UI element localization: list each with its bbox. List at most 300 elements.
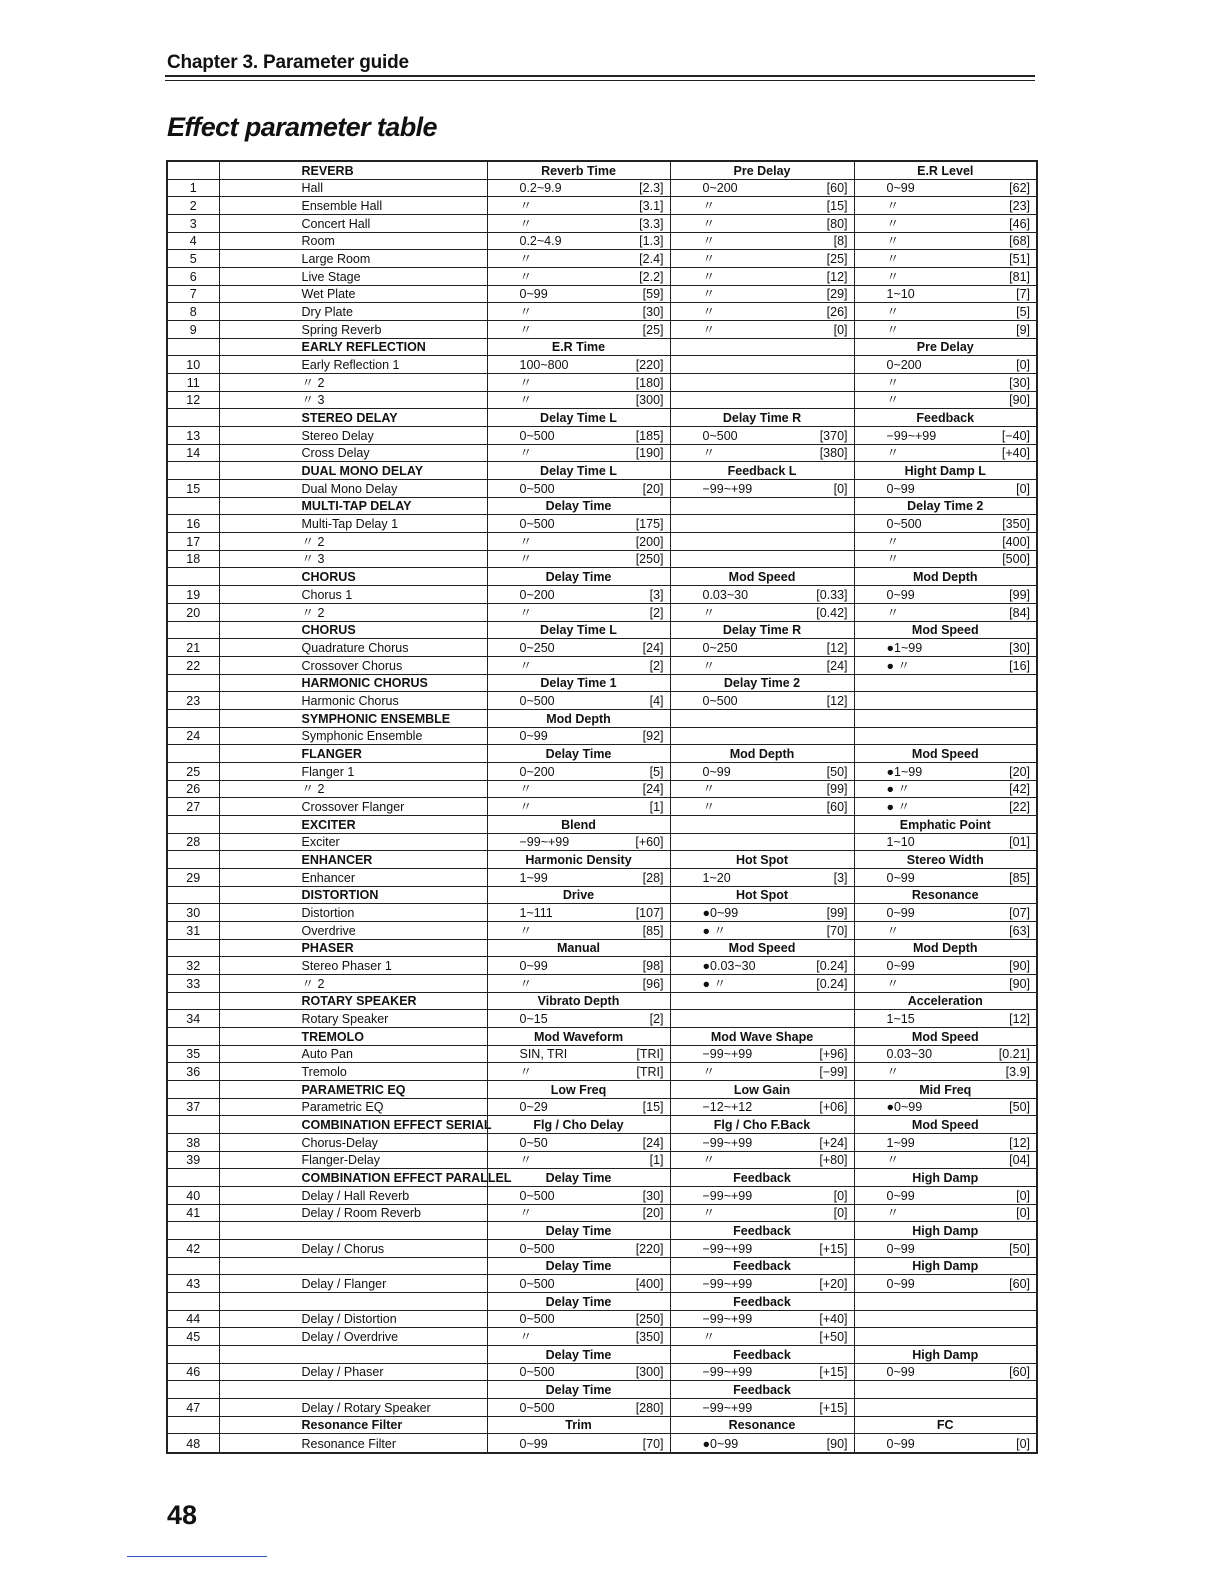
parameter-default: [−99] (819, 1064, 848, 1079)
parameter-default: [0.24] (816, 958, 848, 973)
parameter-column-label: Acceleration (854, 992, 1037, 1010)
parameter-range: 0~99 (886, 481, 915, 496)
parameter-cell (487, 603, 670, 621)
parameter-default: [29] (826, 287, 848, 302)
parameter-range: 〃 (886, 446, 900, 461)
parameter-cell (670, 1328, 854, 1346)
parameter-range: 〃 (886, 269, 900, 284)
parameter-column-label: Hot Spot (670, 851, 854, 869)
header-empty-cell (167, 621, 219, 639)
effect-number: 37 (167, 1098, 219, 1116)
effect-row (167, 603, 1037, 621)
parameter-cell (670, 586, 854, 604)
parameter-column-label: Feedback L (670, 462, 854, 480)
effect-number: 30 (167, 904, 219, 922)
parameter-default: [2] (649, 658, 664, 673)
parameter-range: 〃 (702, 782, 716, 797)
parameter-default: [0] (1016, 358, 1030, 373)
parameter-range: 0~99 (519, 729, 548, 744)
header-empty-cell (167, 674, 219, 692)
effect-name: Crossover Chorus (219, 656, 487, 674)
effect-group-name: PARAMETRIC EQ (219, 1080, 487, 1098)
parameter-cell (854, 974, 1037, 992)
parameter-column-label: High Damp (854, 1257, 1037, 1275)
parameter-range: ●0~99 (886, 1100, 923, 1115)
parameter-column-label (854, 674, 1037, 692)
parameter-range: 〃 (702, 1330, 716, 1345)
parameter-default: [300] (635, 1365, 664, 1380)
effect-name: Flanger 1 (219, 762, 487, 780)
parameter-cell (487, 1434, 670, 1453)
parameter-cell (487, 762, 670, 780)
parameter-default: [50] (826, 764, 848, 779)
parameter-default: [+40] (819, 1312, 848, 1327)
parameter-range: 1~10 (886, 287, 915, 302)
parameter-column-label: Delay Time (487, 1346, 670, 1364)
parameter-default: [60] (826, 181, 848, 196)
parameter-cell (854, 921, 1037, 939)
parameter-cell (854, 1045, 1037, 1063)
parameter-range: 〃 (519, 446, 533, 461)
parameter-cell (670, 727, 854, 745)
effect-group-header (167, 745, 1037, 763)
parameter-column-label: Delay Time (487, 1169, 670, 1187)
parameter-cell (854, 1434, 1037, 1453)
header-rule-thin (165, 80, 1035, 81)
parameter-range: 0~500 (886, 517, 922, 532)
parameter-default: [20] (642, 481, 664, 496)
parameter-cell (487, 1363, 670, 1381)
effect-row (167, 780, 1037, 798)
effect-name: Ensemble Hall (219, 197, 487, 215)
parameter-column-label: Mod Speed (854, 1027, 1037, 1045)
parameter-default: [3.1] (639, 199, 664, 214)
parameter-default: [90] (826, 1437, 848, 1451)
header-empty-cell (167, 745, 219, 763)
parameter-default: [TRI] (636, 1047, 664, 1062)
effect-number: 17 (167, 533, 219, 551)
parameter-cell (487, 285, 670, 303)
parameter-range: 0~99 (519, 287, 548, 302)
effect-name: Harmonic Chorus (219, 692, 487, 710)
parameter-range: 〃 (886, 552, 900, 567)
parameter-cell (854, 285, 1037, 303)
parameter-range: 〃 (702, 234, 716, 249)
effect-group-header (167, 568, 1037, 586)
parameter-range: 0~500 (519, 1365, 555, 1380)
parameter-column-label: Mod Depth (670, 745, 854, 763)
parameter-default: [+96] (819, 1047, 848, 1062)
parameter-default: [0.24] (816, 976, 848, 991)
effect-name: Delay / Overdrive (219, 1328, 487, 1346)
parameter-cell (854, 321, 1037, 339)
parameter-column-label: Delay Time 1 (487, 674, 670, 692)
parameter-cell (487, 833, 670, 851)
effect-group-name: EXCITER (219, 815, 487, 833)
effect-number: 20 (167, 603, 219, 621)
parameter-cell (487, 1098, 670, 1116)
parameter-range: 0~250 (519, 640, 555, 655)
parameter-column-label: Blend (487, 815, 670, 833)
parameter-default: [99] (1009, 587, 1030, 602)
effect-row (167, 250, 1037, 268)
parameter-default: [15] (642, 1100, 664, 1115)
effect-row (167, 480, 1037, 498)
effect-row (167, 533, 1037, 551)
parameter-default: [07] (1009, 905, 1030, 920)
effect-row (167, 656, 1037, 674)
parameter-default: [180] (635, 375, 664, 390)
parameter-range: 0~99 (886, 1188, 915, 1203)
effect-number: 27 (167, 798, 219, 816)
parameter-range: 〃 (886, 252, 900, 267)
effect-name: Live Stage (219, 268, 487, 286)
parameter-cell (670, 197, 854, 215)
parameter-default: [24] (642, 1135, 664, 1150)
parameter-cell (854, 798, 1037, 816)
header-empty-cell (167, 851, 219, 869)
effect-row (167, 798, 1037, 816)
parameter-default: [0] (833, 322, 848, 337)
parameter-column-label: High Damp (854, 1222, 1037, 1240)
parameter-column-label: Feedback (670, 1381, 854, 1399)
parameter-column-label: Delay Time R (670, 409, 854, 427)
effect-number: 36 (167, 1063, 219, 1081)
effect-name: Delay / Hall Reverb (219, 1187, 487, 1205)
effect-row (167, 179, 1037, 197)
parameter-cell (670, 603, 854, 621)
effect-group-name: CHORUS (219, 568, 487, 586)
parameter-cell (854, 1328, 1037, 1346)
parameter-cell (487, 374, 670, 392)
parameter-default: [190] (635, 446, 664, 461)
parameter-column-label: Delay Time L (487, 409, 670, 427)
parameter-cell (854, 197, 1037, 215)
effect-name: Overdrive (219, 921, 487, 939)
parameter-range: 0~500 (519, 517, 555, 532)
parameter-range: 0~15 (519, 1011, 548, 1026)
effect-name: Dry Plate (219, 303, 487, 321)
parameter-default: [20] (642, 1206, 664, 1221)
parameter-cell (487, 1328, 670, 1346)
parameter-default: [62] (1009, 181, 1030, 196)
parameter-cell (670, 1063, 854, 1081)
parameter-default: [0.21] (998, 1047, 1030, 1062)
parameter-cell (487, 321, 670, 339)
parameter-default: [+20] (819, 1277, 848, 1292)
parameter-default: [01] (1009, 835, 1030, 850)
parameter-default: [220] (635, 1241, 664, 1256)
parameter-cell (670, 268, 854, 286)
parameter-range: 〃 (519, 799, 533, 814)
parameter-cell (487, 427, 670, 445)
effect-number: 45 (167, 1328, 219, 1346)
parameter-cell (670, 550, 854, 568)
parameter-range: 0~99 (886, 181, 915, 196)
effect-group-name: REVERB (219, 161, 487, 179)
effect-number: 34 (167, 1010, 219, 1028)
parameter-range: −99~+99 (702, 1135, 753, 1150)
parameter-range: 〃 (519, 322, 533, 337)
effect-number: 1 (167, 179, 219, 197)
effect-number: 42 (167, 1240, 219, 1258)
parameter-column-label (670, 815, 854, 833)
page-number: 48 (167, 1500, 198, 1530)
parameter-range: 0~200 (519, 587, 555, 602)
effect-number: 22 (167, 656, 219, 674)
effect-number: 6 (167, 268, 219, 286)
effect-row (167, 586, 1037, 604)
parameter-cell (487, 515, 670, 533)
parameter-cell (854, 586, 1037, 604)
effect-number: 15 (167, 480, 219, 498)
header-empty-cell (167, 1346, 219, 1364)
parameter-column-label: Delay Time R (670, 621, 854, 639)
parameter-column-label: Delay Time (487, 745, 670, 763)
parameter-range: −99~+99 (702, 1277, 753, 1292)
parameter-cell (487, 1045, 670, 1063)
parameter-column-label: Mod Speed (670, 939, 854, 957)
effect-group-header (167, 851, 1037, 869)
effect-group-header (167, 1169, 1037, 1187)
parameter-cell (670, 957, 854, 975)
parameter-range: 0.2~4.9 (519, 234, 562, 249)
header-empty-cell (167, 815, 219, 833)
parameter-default: [24] (642, 782, 664, 797)
parameter-cell (854, 1187, 1037, 1205)
effect-row (167, 1328, 1037, 1346)
effect-group-header (167, 1346, 1037, 1364)
parameter-column-label: Mod Wave Shape (670, 1027, 854, 1045)
parameter-range: 〃 (702, 287, 716, 302)
effect-number: 38 (167, 1133, 219, 1151)
parameter-range: −99~+99 (886, 428, 937, 443)
parameter-default: [25] (826, 252, 848, 267)
effect-group-header (167, 1116, 1037, 1134)
parameter-cell (670, 215, 854, 233)
header-empty-cell (167, 338, 219, 356)
parameter-default: [59] (642, 287, 664, 302)
parameter-default: [+15] (819, 1365, 848, 1380)
parameter-cell (854, 444, 1037, 462)
effect-number: 47 (167, 1399, 219, 1417)
parameter-default: [15] (826, 199, 848, 214)
parameter-default: [4] (649, 693, 664, 708)
parameter-column-label: Feedback (670, 1169, 854, 1187)
parameter-default: [1] (649, 1153, 664, 1168)
parameter-cell (670, 921, 854, 939)
effect-number: 16 (167, 515, 219, 533)
effect-group-name (219, 1293, 487, 1311)
parameter-cell (487, 215, 670, 233)
parameter-default: [0.33] (816, 587, 848, 602)
effect-row (167, 197, 1037, 215)
parameter-range: 〃 (702, 658, 716, 673)
effect-number: 43 (167, 1275, 219, 1293)
parameter-default: [98] (642, 958, 664, 973)
parameter-default: [99] (826, 905, 848, 920)
parameter-cell (854, 303, 1037, 321)
parameter-range: 0~99 (886, 958, 915, 973)
parameter-range: 0~200 (886, 358, 922, 373)
effect-group-name: FLANGER (219, 745, 487, 763)
effect-number: 24 (167, 727, 219, 745)
effect-group-header (167, 1080, 1037, 1098)
parameter-range: 〃 (519, 375, 533, 390)
parameter-cell (487, 232, 670, 250)
parameter-range: 〃 (702, 1064, 716, 1079)
parameter-cell (854, 391, 1037, 409)
parameter-column-label: Emphatic Point (854, 815, 1037, 833)
parameter-cell (854, 833, 1037, 851)
parameter-default: [2] (649, 605, 664, 620)
parameter-range: 1~10 (886, 835, 915, 850)
header-empty-cell (167, 709, 219, 727)
parameter-cell (670, 762, 854, 780)
parameter-default: [250] (635, 552, 664, 567)
effect-row (167, 1240, 1037, 1258)
parameter-cell (854, 603, 1037, 621)
parameter-cell (854, 515, 1037, 533)
parameter-range: −12~+12 (702, 1100, 753, 1115)
parameter-cell (854, 656, 1037, 674)
parameter-default: [90] (1009, 958, 1030, 973)
effect-group-header (167, 992, 1037, 1010)
parameter-default: [1] (649, 799, 664, 814)
parameter-default: [12] (826, 269, 848, 284)
parameter-range: −99~+99 (702, 1365, 753, 1380)
parameter-range: 0~99 (886, 587, 915, 602)
parameter-cell (854, 957, 1037, 975)
parameter-default: [380] (819, 446, 848, 461)
header-empty-cell (167, 1169, 219, 1187)
header-empty-cell (167, 462, 219, 480)
parameter-default: [3.3] (639, 216, 664, 231)
parameter-default: [25] (642, 322, 664, 337)
effect-name: Crossover Flanger (219, 798, 487, 816)
parameter-cell (854, 1363, 1037, 1381)
effect-number: 4 (167, 232, 219, 250)
parameter-range: 〃 (886, 1153, 900, 1168)
parameter-cell (487, 727, 670, 745)
effect-row (167, 550, 1037, 568)
parameter-range: 1~99 (886, 1135, 915, 1150)
header-empty-cell (167, 409, 219, 427)
effect-group-name: COMBINATION EFFECT PARALLEL (219, 1169, 487, 1187)
effect-group-header (167, 1381, 1037, 1399)
parameter-column-label: Vibrato Depth (487, 992, 670, 1010)
parameter-cell (487, 197, 670, 215)
parameter-cell (854, 533, 1037, 551)
parameter-default: [+40] (1001, 446, 1030, 461)
parameter-cell (487, 391, 670, 409)
effect-number: 14 (167, 444, 219, 462)
parameter-cell (487, 550, 670, 568)
parameter-range: ●1~99 (886, 764, 923, 779)
effect-number: 8 (167, 303, 219, 321)
parameter-range: 〃 (702, 216, 716, 231)
parameter-default: [30] (642, 1188, 664, 1203)
parameter-default: [0] (833, 1206, 848, 1221)
parameter-default: [12] (1009, 1135, 1030, 1150)
parameter-default: [84] (1009, 605, 1030, 620)
effect-name: Chorus-Delay (219, 1133, 487, 1151)
parameter-range: 〃 (702, 252, 716, 267)
effect-group-header (167, 709, 1037, 727)
parameter-cell (854, 480, 1037, 498)
parameter-column-label: Mod Depth (487, 709, 670, 727)
effect-name: Distortion (219, 904, 487, 922)
parameter-cell (854, 1275, 1037, 1293)
parameter-cell (854, 1133, 1037, 1151)
parameter-column-label: Delay Time (487, 1257, 670, 1275)
parameter-range: 1~20 (702, 870, 731, 885)
parameter-range: 0~29 (519, 1100, 548, 1115)
effect-group-name: MULTI-TAP DELAY (219, 497, 487, 515)
parameter-range: 〃 (702, 1206, 716, 1221)
effect-row (167, 374, 1037, 392)
parameter-column-label: High Damp (854, 1169, 1037, 1187)
parameter-cell (670, 833, 854, 851)
parameter-range: 1~111 (519, 905, 553, 920)
parameter-range: 〃 (886, 216, 900, 231)
parameter-default: [99] (826, 782, 848, 797)
parameter-column-label (854, 1381, 1037, 1399)
parameter-cell (670, 904, 854, 922)
parameter-column-label: Drive (487, 886, 670, 904)
parameter-cell (487, 904, 670, 922)
parameter-range: 〃 (519, 1330, 533, 1345)
parameter-range: 0~99 (886, 1365, 915, 1380)
parameter-range: 0~50 (519, 1135, 548, 1150)
parameter-range: 〃 (519, 923, 533, 938)
effect-number: 44 (167, 1310, 219, 1328)
parameter-cell (487, 1151, 670, 1169)
effect-row (167, 868, 1037, 886)
parameter-cell (854, 268, 1037, 286)
parameter-column-label: Harmonic Density (487, 851, 670, 869)
effect-parameter-table (166, 160, 1038, 1454)
parameter-range: 〃 (519, 1206, 533, 1221)
effect-name: Room (219, 232, 487, 250)
effect-row (167, 444, 1037, 462)
parameter-cell (670, 798, 854, 816)
parameter-cell (670, 868, 854, 886)
parameter-default: [30] (1009, 375, 1030, 390)
parameter-default: [60] (826, 799, 848, 814)
parameter-cell (487, 533, 670, 551)
parameter-cell (854, 1240, 1037, 1258)
parameter-default: [12] (1009, 1011, 1030, 1026)
effect-group-header (167, 674, 1037, 692)
parameter-cell (487, 586, 670, 604)
parameter-default: [400] (1002, 534, 1030, 549)
parameter-range: 〃 (702, 446, 716, 461)
effect-name: Parametric EQ (219, 1098, 487, 1116)
effect-group-header (167, 462, 1037, 480)
parameter-range: 0~500 (519, 428, 555, 443)
parameter-cell (670, 1434, 854, 1453)
parameter-cell (670, 1010, 854, 1028)
parameter-default: [30] (642, 305, 664, 320)
chapter-header: Chapter 3. Parameter guide (167, 52, 409, 73)
parameter-range: ●0~99 (702, 905, 739, 920)
parameter-cell (854, 868, 1037, 886)
parameter-range: 〃 (886, 305, 900, 320)
parameter-cell (487, 1399, 670, 1417)
parameter-cell (670, 692, 854, 710)
parameter-range: 〃 (519, 1064, 533, 1079)
